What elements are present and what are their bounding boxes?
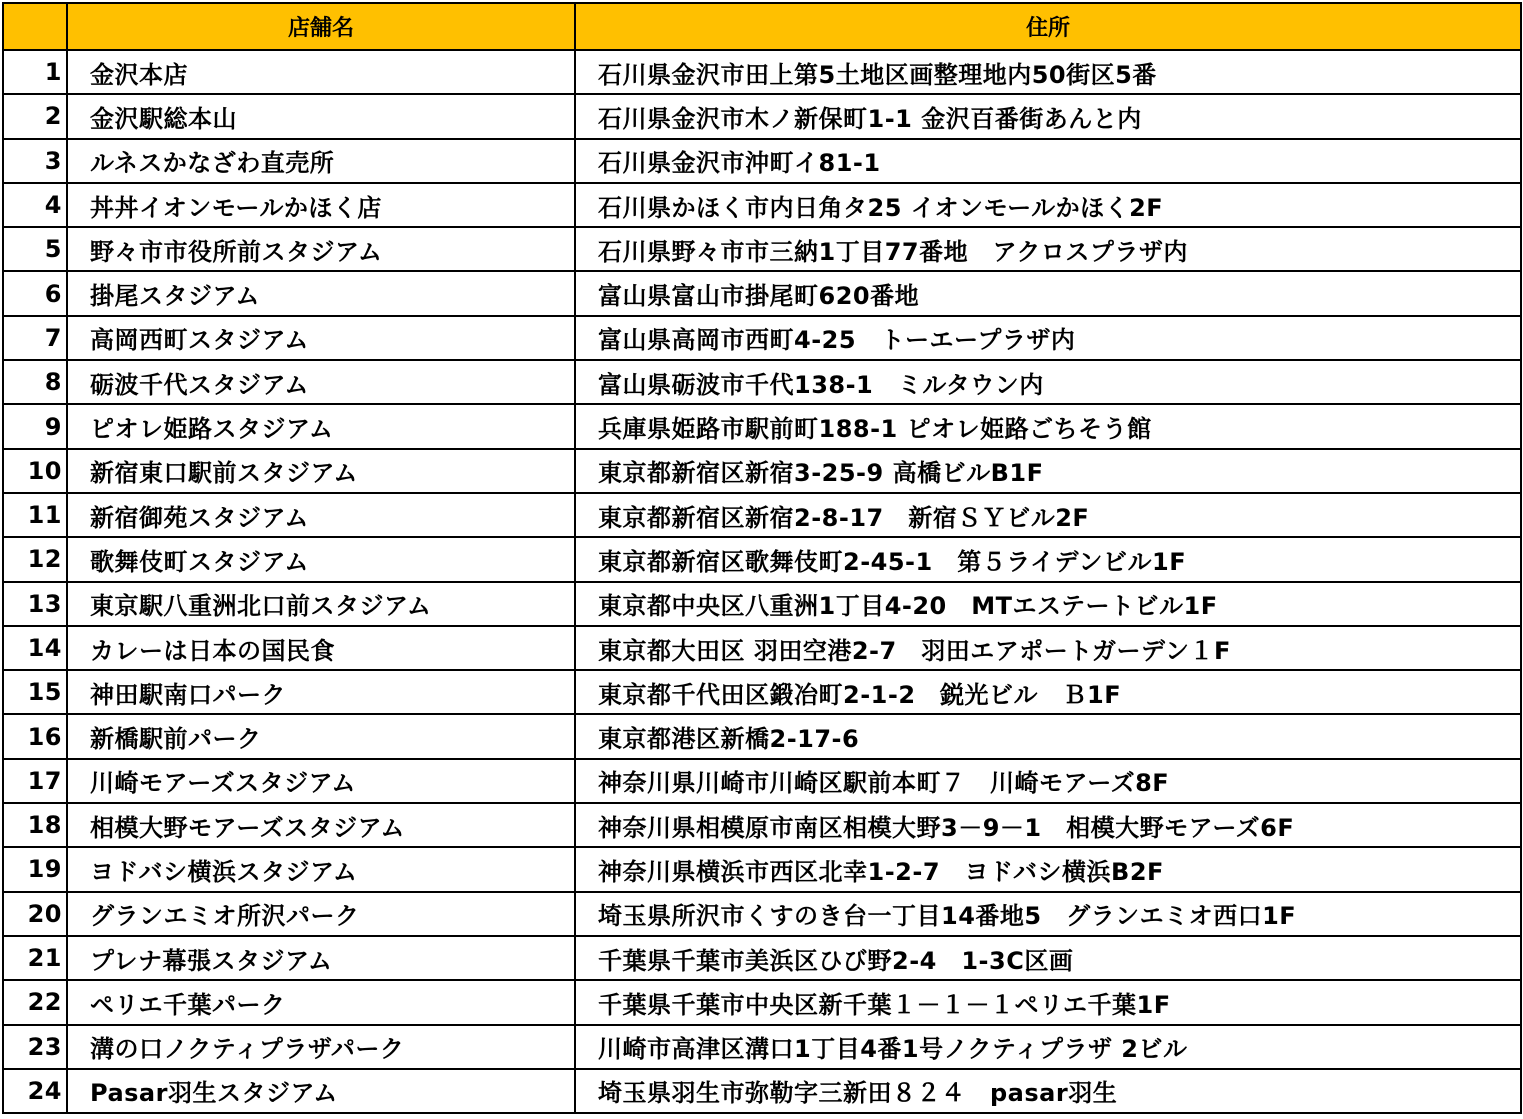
row-number: 6 (3, 271, 67, 315)
address-cell: 千葉県千葉市中央区新千葉１－１－１ペリエ千葉1F (575, 980, 1521, 1024)
address-cell: 富山県富山市掛尾町620番地 (575, 271, 1521, 315)
address-cell: 神奈川県横浜市西区北幸1-2-7 ヨドバシ横浜B2F (575, 847, 1521, 891)
table-row (3, 493, 1521, 537)
store-name-cell: ヨドバシ横浜スタジアム (67, 847, 575, 891)
address-cell: 埼玉県所沢市くすのき台一丁目14番地5 グランエミオ西口1F (575, 892, 1521, 936)
row-number: 1 (3, 50, 67, 94)
address-cell: 千葉県千葉市美浜区ひび野2-4 1-3C区画 (575, 936, 1521, 980)
table-row (3, 980, 1521, 1024)
table-row (3, 759, 1521, 803)
table-row (3, 449, 1521, 493)
table-row (3, 670, 1521, 714)
store-name-cell: 溝の口ノクティプラザパーク (67, 1025, 575, 1069)
row-number: 3 (3, 139, 67, 183)
address-cell: 東京都千代田区鍛冶町2-1-2 鋭光ビル Ｂ1F (575, 670, 1521, 714)
table-row (3, 1025, 1521, 1069)
address-cell: 石川県かほく市内日角タ25 イオンモールかほく2F (575, 183, 1521, 227)
row-number: 5 (3, 227, 67, 271)
table-row (3, 936, 1521, 980)
address-cell: 東京都新宿区新宿3-25-9 高橋ビルB1F (575, 449, 1521, 493)
row-number: 21 (3, 936, 67, 980)
address-cell: 兵庫県姫路市駅前町188-1 ピオレ姫路ごちそう館 (575, 404, 1521, 448)
table-row (3, 316, 1521, 360)
store-name-cell: ルネスかなざわ直売所 (67, 139, 575, 183)
row-number: 18 (3, 803, 67, 847)
row-number: 9 (3, 404, 67, 448)
table-row (3, 1069, 1521, 1113)
row-number: 7 (3, 316, 67, 360)
store-name-cell: グランエミオ所沢パーク (67, 892, 575, 936)
store-name-cell: 相模大野モアーズスタジアム (67, 803, 575, 847)
row-number: 12 (3, 537, 67, 581)
address-cell: 東京都大田区 羽田空港2-7 羽田エアポートガーデン１F (575, 626, 1521, 670)
address-cell: 富山県砺波市千代138-1 ミルタウン内 (575, 360, 1521, 404)
row-number: 19 (3, 847, 67, 891)
table-row (3, 847, 1521, 891)
row-number: 4 (3, 183, 67, 227)
store-name-cell: 新橋駅前パーク (67, 714, 575, 758)
address-cell: 神奈川県相模原市南区相模大野3－9－1 相模大野モアーズ6F (575, 803, 1521, 847)
store-name-cell: カレーは日本の国民食 (67, 626, 575, 670)
header-row (3, 3, 1521, 50)
row-number: 23 (3, 1025, 67, 1069)
row-number: 8 (3, 360, 67, 404)
address-cell: 神奈川県川崎市川崎区駅前本町７ 川崎モアーズ8F (575, 759, 1521, 803)
table-row (3, 537, 1521, 581)
address-cell: 富山県高岡市西町4-25 トーエープラザ内 (575, 316, 1521, 360)
row-number: 13 (3, 582, 67, 626)
address-cell: 石川県野々市市三納1丁目77番地 アクロスプラザ内 (575, 227, 1521, 271)
table-row (3, 892, 1521, 936)
table-row (3, 582, 1521, 626)
address-cell: 埼玉県羽生市弥勒字三新田８２４ pasar羽生 (575, 1069, 1521, 1113)
row-number: 10 (3, 449, 67, 493)
table-row (3, 714, 1521, 758)
store-name-cell: プレナ幕張スタジアム (67, 936, 575, 980)
store-name-cell: ピオレ姫路スタジアム (67, 404, 575, 448)
table-row (3, 94, 1521, 138)
table-row (3, 139, 1521, 183)
address-cell: 石川県金沢市田上第5土地区画整理地内50街区5番 (575, 50, 1521, 94)
table-row (3, 183, 1521, 227)
row-number: 17 (3, 759, 67, 803)
row-number: 15 (3, 670, 67, 714)
table-row (3, 803, 1521, 847)
store-name-cell: 金沢駅総本山 (67, 94, 575, 138)
table-row (3, 271, 1521, 315)
row-number: 24 (3, 1069, 67, 1113)
address-cell: 東京都新宿区新宿2-8-17 新宿ＳＹビル2F (575, 493, 1521, 537)
header-number (3, 3, 67, 50)
header-store-name: 店舗名 (67, 3, 575, 50)
address-cell: 川崎市高津区溝口1丁目4番1号ノクティプラザ 2ビル (575, 1025, 1521, 1069)
store-name-cell: 野々市市役所前スタジアム (67, 227, 575, 271)
address-cell: 東京都港区新橋2-17-6 (575, 714, 1521, 758)
store-name-cell: 新宿御苑スタジアム (67, 493, 575, 537)
row-number: 2 (3, 94, 67, 138)
table-row (3, 360, 1521, 404)
row-number: 20 (3, 892, 67, 936)
store-name-cell: 丼丼イオンモールかほく店 (67, 183, 575, 227)
store-name-cell: 神田駅南口パーク (67, 670, 575, 714)
store-name-cell: 東京駅八重洲北口前スタジアム (67, 582, 575, 626)
store-name-cell: 砺波千代スタジアム (67, 360, 575, 404)
table-row (3, 50, 1521, 94)
row-number: 14 (3, 626, 67, 670)
address-cell: 石川県金沢市沖町イ81-1 (575, 139, 1521, 183)
table-row (3, 626, 1521, 670)
store-name-cell: 掛尾スタジアム (67, 271, 575, 315)
row-number: 22 (3, 980, 67, 1024)
row-number: 11 (3, 493, 67, 537)
store-name-cell: 川崎モアーズスタジアム (67, 759, 575, 803)
store-name-cell: 高岡西町スタジアム (67, 316, 575, 360)
address-cell: 東京都中央区八重洲1丁目4-20 MTエステートビル1F (575, 582, 1521, 626)
header-address: 住所 (575, 3, 1521, 50)
store-name-cell: ペリエ千葉パーク (67, 980, 575, 1024)
store-name-cell: 歌舞伎町スタジアム (67, 537, 575, 581)
address-cell: 石川県金沢市木ノ新保町1-1 金沢百番街あんと内 (575, 94, 1521, 138)
store-name-cell: 新宿東口駅前スタジアム (67, 449, 575, 493)
store-name-cell: Pasar羽生スタジアム (67, 1069, 575, 1113)
table-row (3, 404, 1521, 448)
store-name-cell: 金沢本店 (67, 50, 575, 94)
table-row (3, 227, 1521, 271)
row-number: 16 (3, 714, 67, 758)
address-cell: 東京都新宿区歌舞伎町2-45-1 第５ライデンビル1F (575, 537, 1521, 581)
store-list-table (2, 2, 1522, 1114)
